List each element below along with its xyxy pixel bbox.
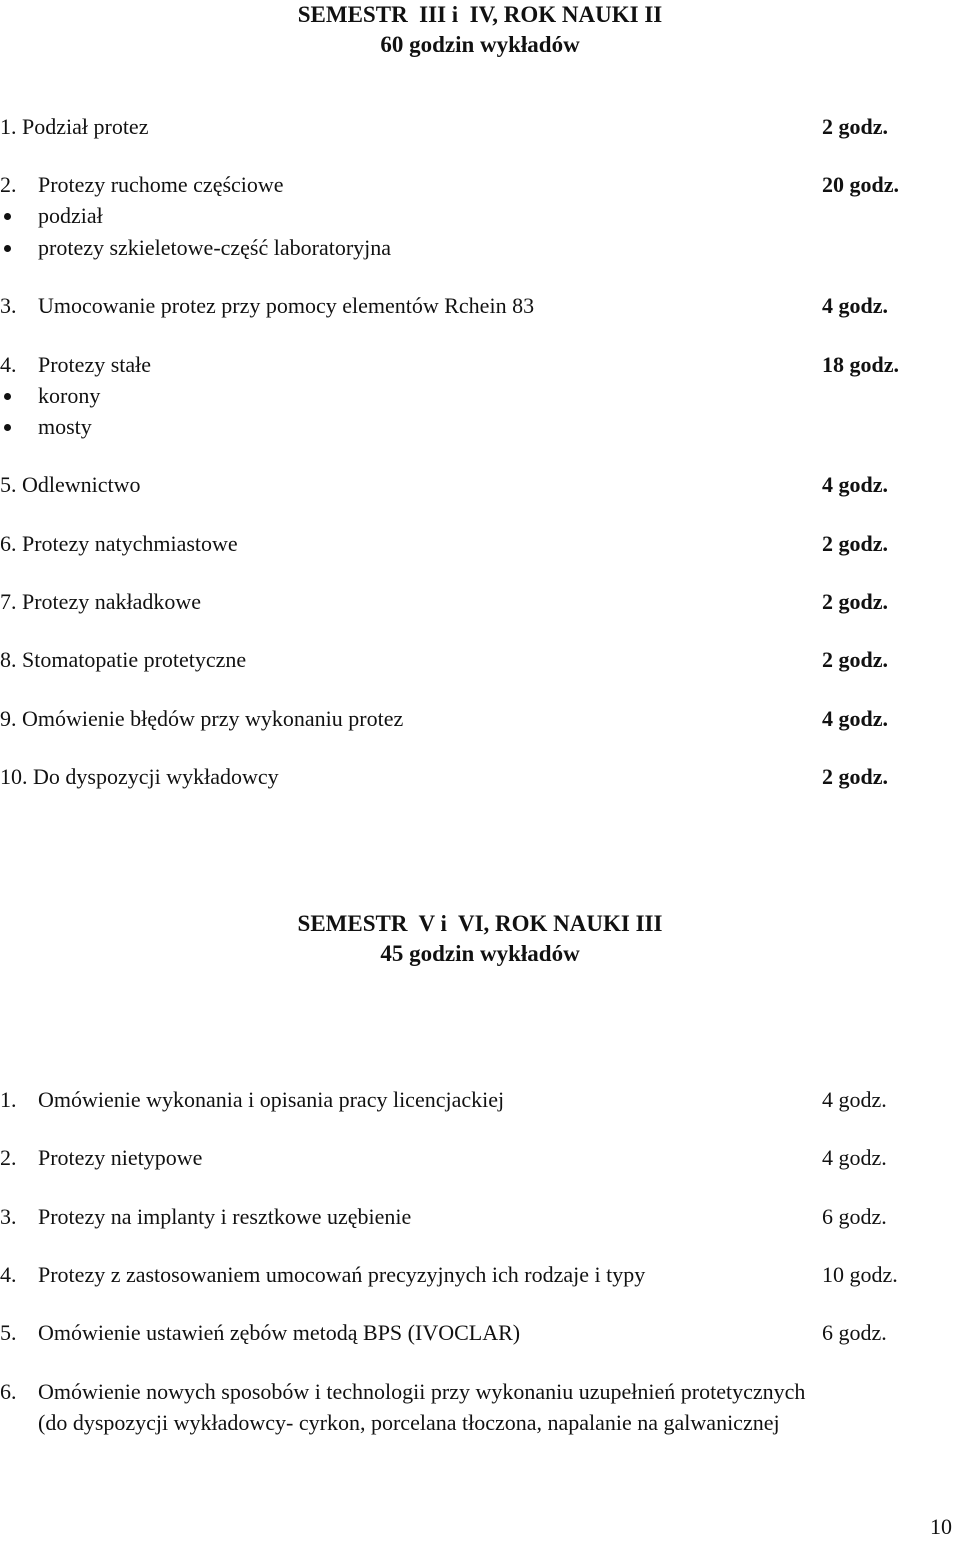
item-hours: 4 godz.: [822, 1087, 887, 1112]
item-label: Protezy stałe: [38, 352, 152, 377]
item-label: 9. Omówienie błędów przy wykonaniu protez: [0, 706, 404, 731]
item-hours: 6 godz.: [822, 1204, 887, 1229]
list-item: [0, 112, 960, 142]
item-label: Protezy z zastosowaniem umocowań precyzyjnych ich rodzaje i typy: [38, 1262, 646, 1287]
item-number: 3.: [0, 293, 17, 318]
bullet-item: [0, 233, 960, 263]
list-item: [0, 645, 960, 675]
item-hours: 4 godz.: [822, 706, 888, 731]
section1-subtitle: 60 godzin wykładów: [380, 32, 580, 57]
section2-heading: [0, 909, 960, 969]
item-hours: 18 godz.: [822, 352, 899, 377]
item-label: mosty: [38, 414, 92, 439]
list-item: [0, 1202, 960, 1232]
list-item: [0, 762, 960, 792]
item-label: 8. Stomatopatie protetyczne: [0, 647, 247, 672]
item-number: 2.: [0, 172, 17, 197]
item-number: 2.: [0, 1145, 17, 1170]
bullet-item: [0, 201, 960, 231]
item-hours: 2 godz.: [822, 647, 888, 672]
list-item: [0, 470, 960, 500]
item-number: 3.: [0, 1204, 17, 1229]
item-label: Omówienie nowych sposobów i technologii przy wykonaniu uzupełnień protetycznych: [38, 1379, 806, 1404]
section2-title: SEMESTR V i VI, ROK NAUKI III: [297, 911, 663, 936]
item-label: Umocowanie protez przy pomocy elementów Rchein 83: [38, 293, 535, 318]
item-number: 5.: [0, 1320, 17, 1345]
list-item: [0, 529, 960, 559]
item-hours: 4 godz.: [822, 293, 888, 318]
item-hours: 4 godz.: [822, 472, 888, 497]
list-item: [0, 1318, 960, 1348]
list-item: [0, 1085, 960, 1115]
section1-title: SEMESTR III i IV, ROK NAUKI II: [297, 2, 663, 27]
item-hours: 4 godz.: [822, 1145, 887, 1170]
item-hours: 2 godz.: [822, 764, 888, 789]
item-number: 4.: [0, 1262, 17, 1287]
bullet-icon: [4, 245, 11, 252]
bullet-item: [0, 381, 960, 411]
item-label: Omówienie wykonania i opisania pracy licencjackiej: [38, 1087, 505, 1112]
section2-subtitle: 45 godzin wykładów: [380, 941, 580, 966]
list-item: [0, 170, 960, 200]
item-label: 1. Podział protez: [0, 114, 149, 139]
item-label: 10. Do dyspozycji wykładowcy: [0, 764, 279, 789]
page-number: 10: [930, 1514, 952, 1539]
item-number: 6.: [0, 1379, 17, 1404]
item-label: Protezy ruchome częściowe: [38, 172, 284, 197]
item-label: 7. Protezy nakładkowe: [0, 589, 201, 614]
list-item: [0, 350, 960, 380]
list-item-continuation: [0, 1408, 960, 1438]
item-label: protezy szkieletowe-część laboratoryjna: [38, 235, 392, 260]
bullet-icon: [4, 213, 11, 220]
item-label: korony: [38, 383, 101, 408]
bullet-icon: [4, 424, 11, 431]
section1-heading: [0, 0, 960, 60]
item-number: 4.: [0, 352, 17, 377]
item-label: Omówienie ustawień zębów metodą BPS (IVOCLAR): [38, 1320, 521, 1345]
item-number: 1.: [0, 1087, 17, 1112]
bullet-item: [0, 412, 960, 442]
item-hours: 20 godz.: [822, 172, 899, 197]
item-label: Protezy nietypowe: [38, 1145, 203, 1170]
list-item: [0, 1143, 960, 1173]
item-label-continuation: (do dyspozycji wykładowcy- cyrkon, porcelana tłoczona, napalanie na galwanicznej: [38, 1410, 780, 1435]
item-hours: 10 godz.: [822, 1262, 898, 1287]
list-item: [0, 704, 960, 734]
item-label: podział: [38, 203, 103, 228]
item-label: 5. Odlewnictwo: [0, 472, 141, 497]
item-label: 6. Protezy natychmiastowe: [0, 531, 238, 556]
item-hours: 6 godz.: [822, 1320, 887, 1345]
list-item: [0, 1377, 960, 1407]
item-hours: 2 godz.: [822, 114, 888, 139]
list-item: [0, 587, 960, 617]
item-hours: 2 godz.: [822, 531, 888, 556]
item-hours: 2 godz.: [822, 589, 888, 614]
bullet-icon: [4, 393, 11, 400]
list-item: [0, 291, 960, 321]
item-label: Protezy na implanty i resztkowe uzębienie: [38, 1204, 412, 1229]
list-item: [0, 1260, 960, 1290]
